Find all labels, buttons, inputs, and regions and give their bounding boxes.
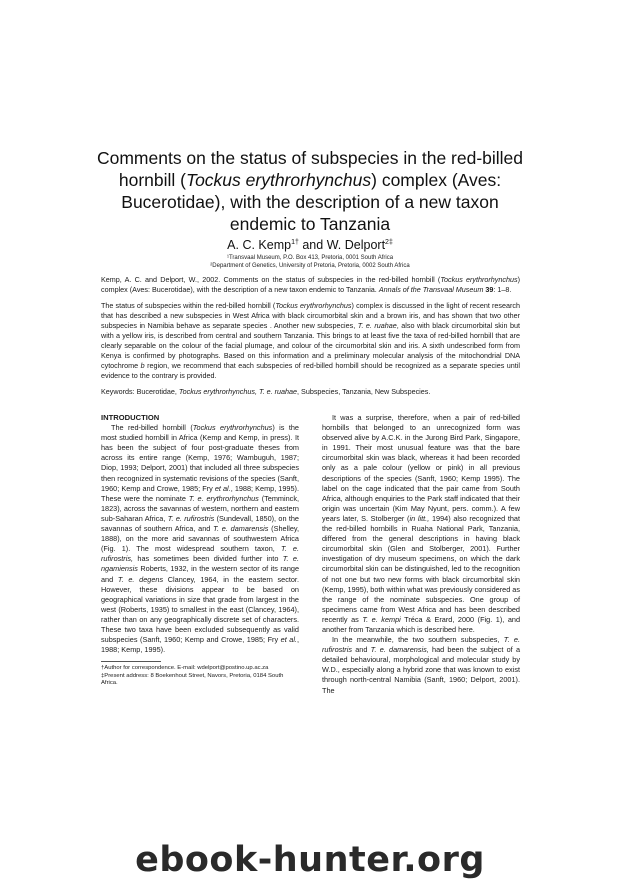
- author-name: A. C. Kemp: [227, 238, 292, 252]
- abstract-text: The status of subspecies within the red-billed hornbill (Tockus erythrorhynchus) complex is discussed in the light of recent research that has described a new subspecies in West Africa with black circumorbital skin and a brown iris, and has shown that two other subspecies in Namibia behave as separate species . Another new subspecies, T. e. ruahae, also with black circumorbital skin but with a yellow iris, is described from central and southern Tanzania. This brings to at least five the taxa of red-billed hornbill that are clearly separable on the colour of the facial plumage, and colour of the circumorbital skin and iris. A sixth undescribed form from Kenya is confirmed by photographs. Based on this information and a preliminary molecular analysis of the mitochondrial DNA cytochrome b region, we recommend that each subspecies of red-billed hornbill should be recognized as a separate species until evidence to the contrary is provided.: [101, 301, 520, 380]
- body-paragraph: It was a surprise, therefore, when a pair of red-billed hornbills that belonged to an unrecognized form was observed alive by A.C.K. in the Jurong Bird Park, Singapore, in 1991. Their most unusual feature was that the bare circumorbital skin was black, whereas it had been recorded only as a pale colour (yellow or pink) in all previous descriptions of the species (Sanft, 1960; Kemp 1995). The label on the cage indicated that the pair came from South Africa, although enquiries to the Park staff indicated that their origin was uncertain (Kim May Nyunt, pers. comm.). A few years later, S. Stolberger (in litt., 1994) also recognized that the red-billed hornbills in Ruaha National Park, Tanzania, differed from the general descriptions in having black circumorbital skin (Glen and Stolberger, 2001). Further investigation of dry museum specimens, on which the dark circumorbital skin can be distinguished, led to the recognition of not one but two new forms with black circumorbital skin (Kemp, 1995), both within what was previously considered as the range of the nominate subspecies. One group of specimens came from West Africa and has been described recently as T. e. kempi Tréca & Erard, 2000 (Fig. 1), and another from Tanzania which is described here.: [322, 413, 521, 634]
- right-column: [322, 413, 520, 696]
- author-superscript: 2‡: [385, 238, 393, 246]
- section-heading-introduction: INTRODUCTION: [101, 413, 160, 422]
- author-name: W. Delport: [326, 238, 386, 252]
- abstract-block: [101, 275, 520, 403]
- paper-title: [90, 147, 530, 235]
- keywords-label: Keywords:: [101, 387, 137, 396]
- affiliation-1: ¹Transvaal Museum, P.O. Box 413, Pretoria, 0001 South Africa: [226, 255, 394, 261]
- author-superscript: 1†: [291, 238, 299, 246]
- affiliation-2: ²Department of Genetics, University of Pretoria, Pretoria, 0002 South Africa: [210, 263, 410, 269]
- title-species: Tockus erythrorhynchus: [185, 170, 372, 190]
- body-paragraph: In the meanwhile, the two southern subspecies, T. e. rufirostris and T. e. damarensis, had been the subject of a detailed behavioural, morphological and molecular study by W.D., especially along a hybrid zone that was known to exist through north-central Namibia (Sanft, 1960; Delport, 2001). The: [322, 635, 521, 695]
- author-conjunction: and: [298, 238, 327, 252]
- footnote-divider: [101, 661, 161, 662]
- title-text: ) complex (Aves: Bucerotidae), with the description of a new taxon endemic to Tanzania: [121, 170, 502, 234]
- journal-volume: 39: [485, 285, 494, 294]
- body-paragraph: The red-billed hornbill (Tockus erythrorhynchus) is the most studied hornbill in Africa (Kemp and Kemp, in press). It has been the subject of four post-graduate theses from across its entire range (Kemp, 1976; Wambuguh, 1987; Diop, 1993; Delport, 2001) that included all three subspecies then recognized in systematic revisions of the species (Sanft, 1960; Kemp and Crowe, 1985; Fry et al., 1988; Kemp, 1995). These were the nominate T. e. erythrorhynchus (Temminck, 1823), across the savannas of western, northern and eastern sub-Saharan Africa, T. e. rufirostris (Sundevall, 1850), on the savannas of southern Africa, and T. e. damarensis (Shelley, 1888), on the more arid savannas of southwestern Africa (Fig. 1). The most widespread southern taxon, T. e. rufirostris, has sometimes been divided further into T. e. ngamiensis Roberts, 1932, in the western sector of its range and T. e. degens Clancey, 1964, in the eastern sector. However, these divisions appear to be based on geographical variations in size that grade from largest in the west (Roberts, 1935) to smallest in the east (Clancey, 1964), rather than on any geographically discrete set of characters. These two taxa have been excluded subsequently as valid subspecies (Sanft, 1960; Kemp and Crowe, 1985; Fry et al., 1988; Kemp, 1995).: [101, 423, 300, 655]
- author-line: [0, 238, 620, 252]
- left-column: [101, 413, 299, 687]
- footnote-1: †Author for correspondence. E-mail: wdelport@postino.up.ac.za: [101, 665, 269, 672]
- journal-name: Annals of the Transvaal Museum: [378, 285, 484, 294]
- footnote-2: ‡Present address: 8 Boekenhout Street, Navors, Pretoria, 0184 South Africa.: [101, 672, 284, 687]
- watermark: ebook-hunter.org: [135, 840, 485, 880]
- title-text: Comments on the status of subspecies in the red-billed hornbill (: [96, 148, 524, 190]
- keywords: Keywords: Bucerotidae, Tockus erythrorhynchus, T. e. ruahae, Subspecies, Tanzania, New Subspecies.: [101, 387, 431, 396]
- affiliations: [0, 254, 620, 270]
- citation: Kemp, A. C. and Delport, W., 2002. Comments on the status of subspecies in the red-billed hornbill (Tockus erythrorhynchus) complex (Aves: Bucerotidae), with the description of a new taxon endemic to Tanzania. Annals of the Transvaal Museum 39: 1–8.: [101, 275, 520, 294]
